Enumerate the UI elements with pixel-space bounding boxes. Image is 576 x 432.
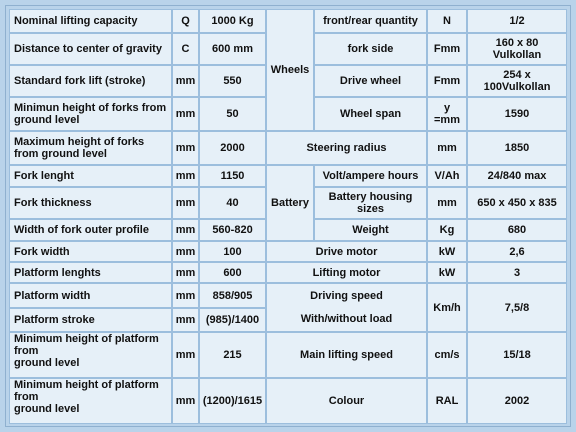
spec-unit: mm	[172, 165, 199, 187]
spec-value: 24/840 max	[467, 165, 567, 187]
spec-value: 1150	[199, 165, 266, 187]
spec-label: Drive wheel	[314, 65, 427, 97]
spec-value: 215	[199, 332, 266, 378]
spec-label: Volt/ampere hours	[314, 165, 427, 187]
spec-label: Distance to center of gravity	[9, 33, 172, 65]
spec-label: Standard fork lift (stroke)	[9, 65, 172, 97]
spec-unit: mm	[172, 187, 199, 219]
spec-label: Fork width	[9, 241, 172, 262]
spec-label: Platform lenghts	[9, 262, 172, 283]
spec-unit: mm	[172, 97, 199, 131]
spec-label: fork side	[314, 33, 427, 65]
spec-unit: mm	[427, 187, 467, 219]
spec-unit: mm	[172, 283, 199, 308]
spec-value	[467, 33, 567, 65]
spec-label: front/rear quantity	[314, 9, 427, 33]
spec-label: Colour	[266, 378, 427, 424]
spec-unit: cm/s	[427, 332, 467, 378]
spec-value: 3	[467, 262, 567, 283]
spec-label: Fork lenght	[9, 165, 172, 187]
spec-value: 1/2	[467, 9, 567, 33]
spec-unit: kW	[427, 262, 467, 283]
spec-unit: Km/h	[427, 283, 467, 332]
spec-label-line: from	[14, 345, 39, 357]
spec-label: Platform width	[9, 283, 172, 308]
spec-value: 40	[199, 187, 266, 219]
spec-label-line: Driving speed	[310, 289, 383, 302]
spec-value: 100	[199, 241, 266, 262]
spec-label: Maximum height of forks from ground level	[9, 131, 172, 165]
spec-value: 2000	[199, 131, 266, 165]
spec-label-line: ground level	[14, 357, 80, 369]
spec-value: 600	[199, 262, 266, 283]
spec-value: 560-820	[199, 219, 266, 241]
spec-unit: N	[427, 9, 467, 33]
spec-value: 2002	[467, 378, 567, 424]
spec-label: Platform stroke	[9, 308, 172, 332]
spec-label: Minimun height of forks from ground level	[9, 97, 172, 131]
spec-value: 1590	[467, 97, 567, 131]
spec-value: (985)/1400	[199, 308, 266, 332]
spec-label: Fork thickness	[9, 187, 172, 219]
spec-unit: mm	[427, 131, 467, 165]
spec-label-line: Minimum height of platform	[14, 379, 159, 391]
spec-label-line: from	[14, 391, 39, 403]
spec-value: 858/905	[199, 283, 266, 308]
spec-unit: mm	[172, 131, 199, 165]
spec-unit: kW	[427, 241, 467, 262]
spec-label: Drive motor	[266, 241, 427, 262]
spec-value-line: 254 x	[503, 69, 531, 81]
spec-unit: mm	[172, 262, 199, 283]
spec-label-line: With/without load	[300, 313, 393, 326]
spec-label: Width of fork outer profile	[9, 219, 172, 241]
spec-value: 1850	[467, 131, 567, 165]
spec-label: Weight	[314, 219, 427, 241]
spec-value: 680	[467, 219, 567, 241]
spec-unit: mm	[172, 332, 199, 378]
spec-unit: RAL	[427, 378, 467, 424]
spec-label: Main lifting speed	[266, 332, 427, 378]
spec-unit: mm	[172, 65, 199, 97]
spec-unit: C	[172, 33, 199, 65]
spec-label-line: sizes	[357, 203, 384, 215]
spec-label	[9, 378, 172, 424]
spec-value: 650 x 450 x 835	[467, 187, 567, 219]
spec-label: Wheel span	[314, 97, 427, 131]
spec-label	[314, 187, 427, 219]
spec-unit: Fmm	[427, 65, 467, 97]
spec-label	[266, 283, 427, 332]
spec-value: 15/18	[467, 332, 567, 378]
spec-value	[467, 65, 567, 97]
spec-unit: mm	[172, 219, 199, 241]
spec-label: Nominal lifting capacity	[9, 9, 172, 33]
spec-unit	[427, 97, 467, 131]
spec-label-line: Battery housing	[328, 191, 413, 203]
group-battery: Battery	[266, 165, 314, 241]
spec-unit: mm	[172, 378, 199, 424]
spec-unit: mm	[172, 308, 199, 332]
spec-value-line: Vulkollan	[492, 49, 542, 61]
spec-value: 2,6	[467, 241, 567, 262]
spec-label-line: Minimum height of platform	[14, 333, 159, 345]
spec-value: 7,5/8	[467, 283, 567, 332]
spec-unit: V/Ah	[427, 165, 467, 187]
spec-unit: Fmm	[427, 33, 467, 65]
spec-value: 50	[199, 97, 266, 131]
spec-value: (1200)/1615	[199, 378, 266, 424]
spec-value-line: 100Vulkollan	[483, 81, 551, 93]
spec-label	[9, 332, 172, 378]
spec-value: 600 mm	[199, 33, 266, 65]
spec-unit-line: y	[443, 102, 451, 114]
group-wheels: Wheels	[266, 9, 314, 131]
spec-unit: Q	[172, 9, 199, 33]
spec-table	[5, 5, 571, 427]
spec-value-line: 160 x 80	[495, 37, 539, 49]
spec-unit: mm	[172, 241, 199, 262]
spec-unit: Kg	[427, 219, 467, 241]
spec-label: Steering radius	[266, 131, 427, 165]
spec-value: 550	[199, 65, 266, 97]
spec-label: Lifting motor	[266, 262, 427, 283]
spec-label-line: ground level	[14, 403, 80, 415]
spec-value: 1000 Kg	[199, 9, 266, 33]
spec-unit-line: =mm	[434, 114, 460, 126]
